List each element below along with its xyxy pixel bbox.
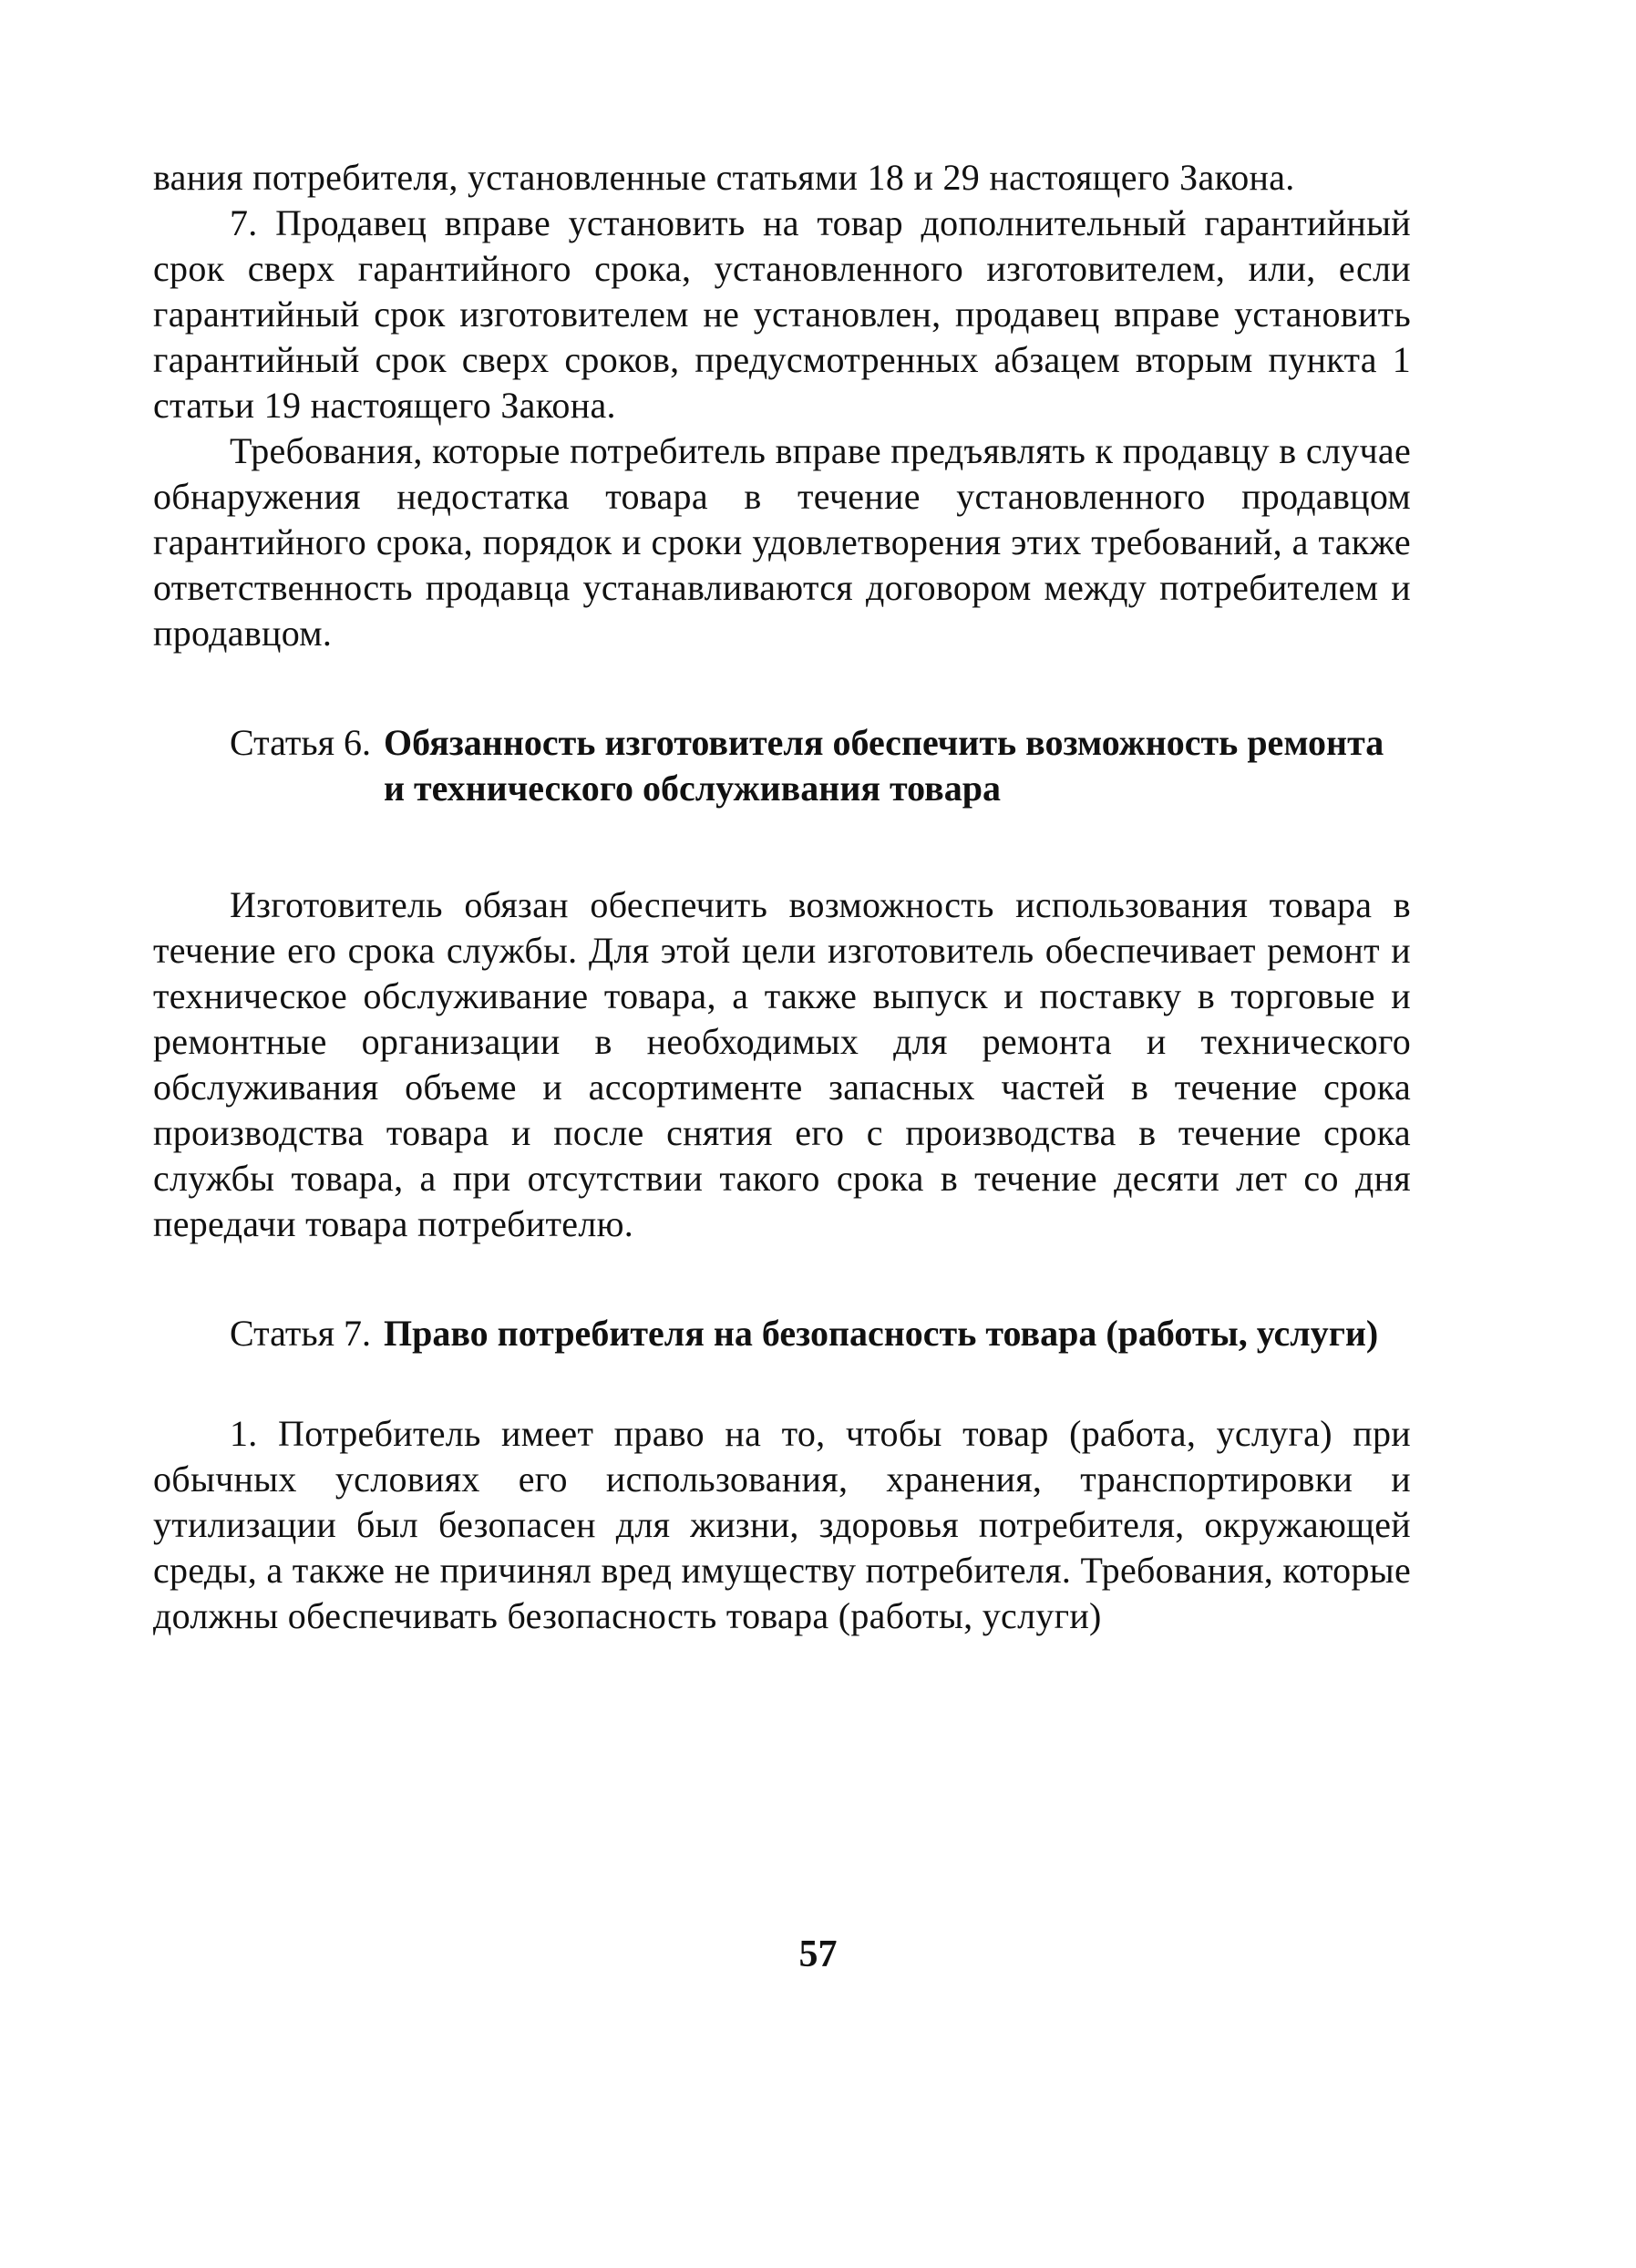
- document-page: [153, 155, 1411, 1639]
- article-6-body: Изготовитель обязан обеспечить возможность использования товара в течение его срока службы. Для этой цели изготовитель обеспечивает ремонт и техническое обслуживание товара, а также выпуск и поставку в торговые и ремонтные организации в необходимых для ремонта и технического обслуживания объеме и ассортименте запасных частей в течение срока производства товара и после снятия его с производства в течение срока службы товара, а при отсутствии такого срока в течение десяти лет со дня передачи товара потребителю.: [153, 884, 1411, 1244]
- article-6-title: Обязанность изготовителя обеспечить возможность ремонта и технического обслуживания товара: [383, 722, 1384, 809]
- item-7-paragraph: 7. Продавец вправе установить на товар дополнительный гарантийный срок сверх гарантийного срока, установленного изготовителем, или, если гарантийный срок изготовителем не установлен, продавец вправе установить гарантийный срок сверх сроков, предусмотренных абзацем вторым пункта 1 статьи 19 настоящего Закона.: [153, 202, 1411, 426]
- page-number: 57: [798, 1933, 838, 1975]
- article-7-title: Право потребителя на безопасность товара (работы, услуги): [383, 1313, 1379, 1354]
- seller-requirements-paragraph: Требования, которые потребитель вправе предъявлять к продавцу в случае обнаружения недостатка товара в течение установленного продавцом гарантийного срока, порядок и сроки удовлетворения этих требований, а также ответственность продавца устанавливаются договором между потребителем и продавцом.: [153, 430, 1411, 654]
- article-6-heading: [153, 720, 1411, 811]
- article-6-prefix: Статья 6.: [230, 722, 371, 763]
- article-7-heading: [153, 1311, 1411, 1356]
- article-7-body: 1. Потребитель имеет право на то, чтобы товар (работа, услуга) при обычных условиях его использования, хранения, транспортировки и утилизации был безопасен для жизни, здоровья потребителя, окружающей среды, а также не причинял вред имуществу потребителя. Требования, которые должны обеспечивать безопасность товара (работы, услуги): [153, 1413, 1411, 1636]
- article-7-prefix: Статья 7.: [230, 1313, 371, 1354]
- continuation-paragraph: вания потребителя, установленные статьями 18 и 29 настоящего Закона.: [153, 157, 1295, 198]
